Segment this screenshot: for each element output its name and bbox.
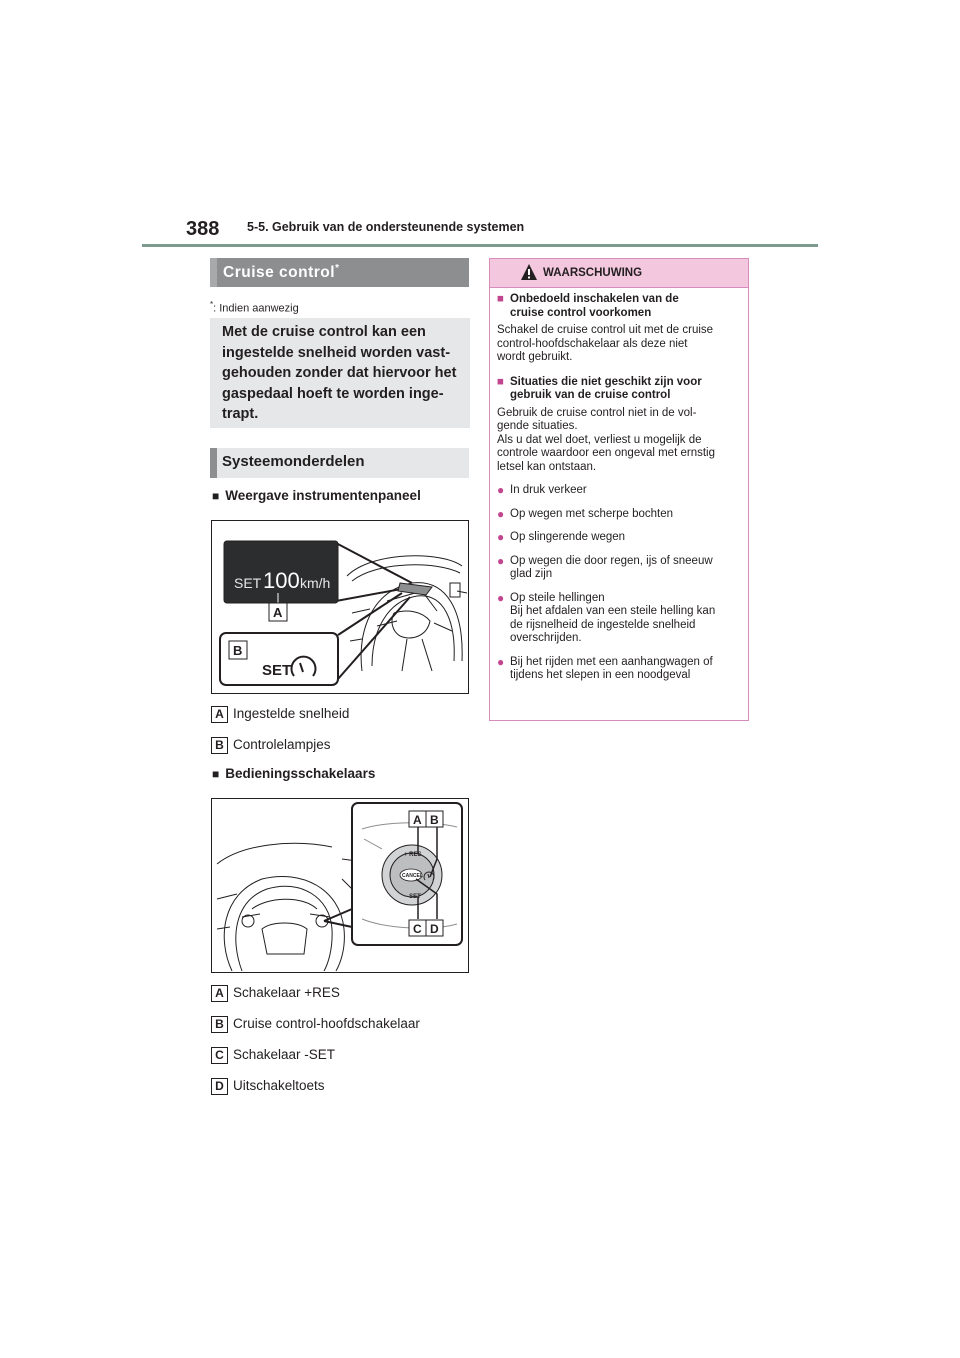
intro-line: Met de cruise control kan een — [222, 324, 426, 340]
subhead-switches — [212, 766, 375, 781]
legend-item-a — [211, 985, 340, 1002]
warning-box — [489, 258, 749, 721]
warning-bullet-line: Op steile hellingen — [510, 591, 605, 604]
warning-text-line: Als u dat wel doet, verliest u mogelijk de — [497, 433, 702, 446]
callout-d: D — [430, 922, 439, 936]
warning-bullet — [497, 592, 741, 646]
legend-item-b — [211, 1016, 420, 1033]
intro-line: ingestelde snelheid worden vast- — [222, 344, 451, 361]
square-bullet-icon: ■ — [212, 767, 220, 781]
legend-badge: B — [211, 1016, 228, 1033]
legend-label: Controlelampjes — [233, 737, 331, 753]
warning-heading-line: gebruik van de cruise control — [510, 389, 671, 401]
section-header-cruise-control — [210, 258, 469, 287]
warning-text-line: controle waardoor een ongeval met ernstig — [497, 447, 715, 459]
warning-heading-line: Onbedoeld inschakelen van de — [510, 293, 679, 305]
subhead-instrument — [212, 488, 421, 503]
warning-bullet-line: de rijsnelheid de ingestelde snelheid — [510, 618, 696, 631]
footnote-mark: * — [210, 300, 214, 309]
intro-line: trapt. — [222, 406, 259, 422]
switch-set-label: − SET — [404, 894, 421, 900]
square-bullet-icon: ■ — [497, 375, 504, 388]
legend-badge: D — [211, 1078, 228, 1095]
warning-paragraph-1 — [497, 324, 741, 365]
warning-paragraph-2 — [497, 407, 741, 475]
subhead-switches-text: Bedieningsschakelaars — [225, 766, 376, 781]
intro-line: gehouden zonder dat hiervoor het — [222, 365, 457, 381]
warning-text-line: Gebruik de cruise control niet in de vol- — [497, 406, 697, 419]
warning-bullet-line: Bij het rijden met een aanhangwagen of — [510, 655, 713, 668]
legend-badge: A — [211, 706, 228, 723]
warning-bullet — [497, 656, 741, 683]
callout-a: A — [413, 813, 422, 827]
warning-text-line: Schakel de cruise control uit met de cruise — [497, 324, 714, 336]
warning-heading-1 — [497, 293, 741, 320]
warning-bullet-line: Op wegen die door regen, ijs of sneeuw — [510, 554, 713, 567]
warning-title: WAARSCHUWING — [543, 267, 643, 279]
switch-cancel-label: CANCEL — [402, 873, 423, 879]
section-title: Cruise control — [223, 264, 336, 282]
legend-badge: B — [211, 737, 228, 754]
warning-text-line: wordt gebruikt. — [497, 351, 573, 363]
subhead-instrument-text: Weergave instrumentenpaneel — [225, 488, 421, 503]
display-set-label: SET — [234, 575, 262, 591]
bullet-dot-icon: ● — [497, 506, 505, 521]
display-speed: 100 — [263, 568, 300, 593]
section-header-systeemonderdelen — [210, 448, 469, 478]
indicator-set-label: SET — [262, 662, 292, 679]
warning-text-line: letsel kan ontstaan. — [497, 460, 597, 473]
bullet-dot-icon: ● — [497, 590, 505, 605]
figure-instrument-panel — [211, 520, 469, 694]
page-number: 388 — [186, 218, 220, 240]
warning-bullet-line: tijdens het slepen in een noodgeval — [510, 669, 691, 681]
warning-heading-line: cruise control voorkomen — [510, 306, 652, 319]
legend-label: Schakelaar +RES — [233, 985, 340, 1001]
warning-bullet-line: Op slingerende wegen — [510, 531, 626, 543]
bullet-dot-icon: ● — [497, 654, 505, 669]
warning-bullet — [497, 531, 741, 545]
section-title-mark: * — [335, 263, 340, 274]
warning-bullet-line: Bij het afdalen van een steile helling kan — [510, 605, 716, 617]
warning-body — [497, 293, 741, 683]
warning-bullet-line: overschrijden. — [510, 632, 582, 644]
warning-bullet-line: In druk verkeer — [510, 484, 587, 496]
header-rule — [142, 244, 818, 247]
warning-heading-2 — [497, 376, 741, 403]
legend-item-b — [211, 737, 331, 754]
warning-icon — [520, 263, 538, 281]
steering-switch-illustration — [212, 799, 468, 972]
warning-heading-line: Situaties die niet geschikt zijn voor — [510, 375, 702, 388]
legend-item-c — [211, 1047, 335, 1064]
figure-switches — [211, 798, 469, 973]
bullet-dot-icon: ● — [497, 553, 505, 568]
warning-bullet-line: Op wegen met scherpe bochten — [510, 507, 674, 520]
legend-badge: C — [211, 1047, 228, 1064]
warning-bullet-line: glad zijn — [510, 568, 553, 580]
chapter-title: 5-5. Gebruik van de ondersteunende systemen — [247, 220, 525, 234]
footnote-text: : Indien aanwezig — [213, 302, 299, 315]
callout-a: A — [273, 605, 283, 620]
intro-line: gaspedaal hoeft te worden inge- — [222, 385, 444, 402]
warning-text-line: gende situaties. — [497, 420, 578, 432]
bullet-dot-icon: ● — [497, 530, 505, 544]
square-bullet-icon: ■ — [497, 293, 504, 305]
warning-bullet — [497, 484, 741, 498]
callout-c: C — [413, 922, 422, 936]
legend-label: Cruise control-hoofdschakelaar — [233, 1016, 420, 1032]
square-bullet-icon: ■ — [212, 489, 220, 503]
section-title-systeem: Systeemonderdelen — [222, 453, 365, 470]
legend-label: Schakelaar -SET — [233, 1047, 336, 1063]
legend-badge: A — [211, 985, 228, 1002]
warning-bullet — [497, 555, 741, 582]
switch-res-label: + RES — [404, 852, 422, 858]
legend-item-d — [211, 1078, 325, 1095]
callout-b: B — [430, 813, 439, 827]
warning-text-line: control-hoofdschakelaar als deze niet — [497, 337, 688, 350]
intro-box — [210, 318, 470, 428]
footnote — [210, 300, 299, 315]
callout-b: B — [233, 643, 243, 658]
dashboard-illustration — [212, 521, 468, 693]
warning-header — [490, 259, 748, 288]
legend-label: Uitschakeltoets — [233, 1078, 325, 1094]
display-unit: km/h — [300, 575, 331, 591]
bullet-dot-icon: ● — [497, 483, 505, 497]
legend-item-a — [211, 706, 349, 723]
warning-bullet — [497, 508, 741, 522]
legend-label: Ingestelde snelheid — [233, 706, 350, 722]
